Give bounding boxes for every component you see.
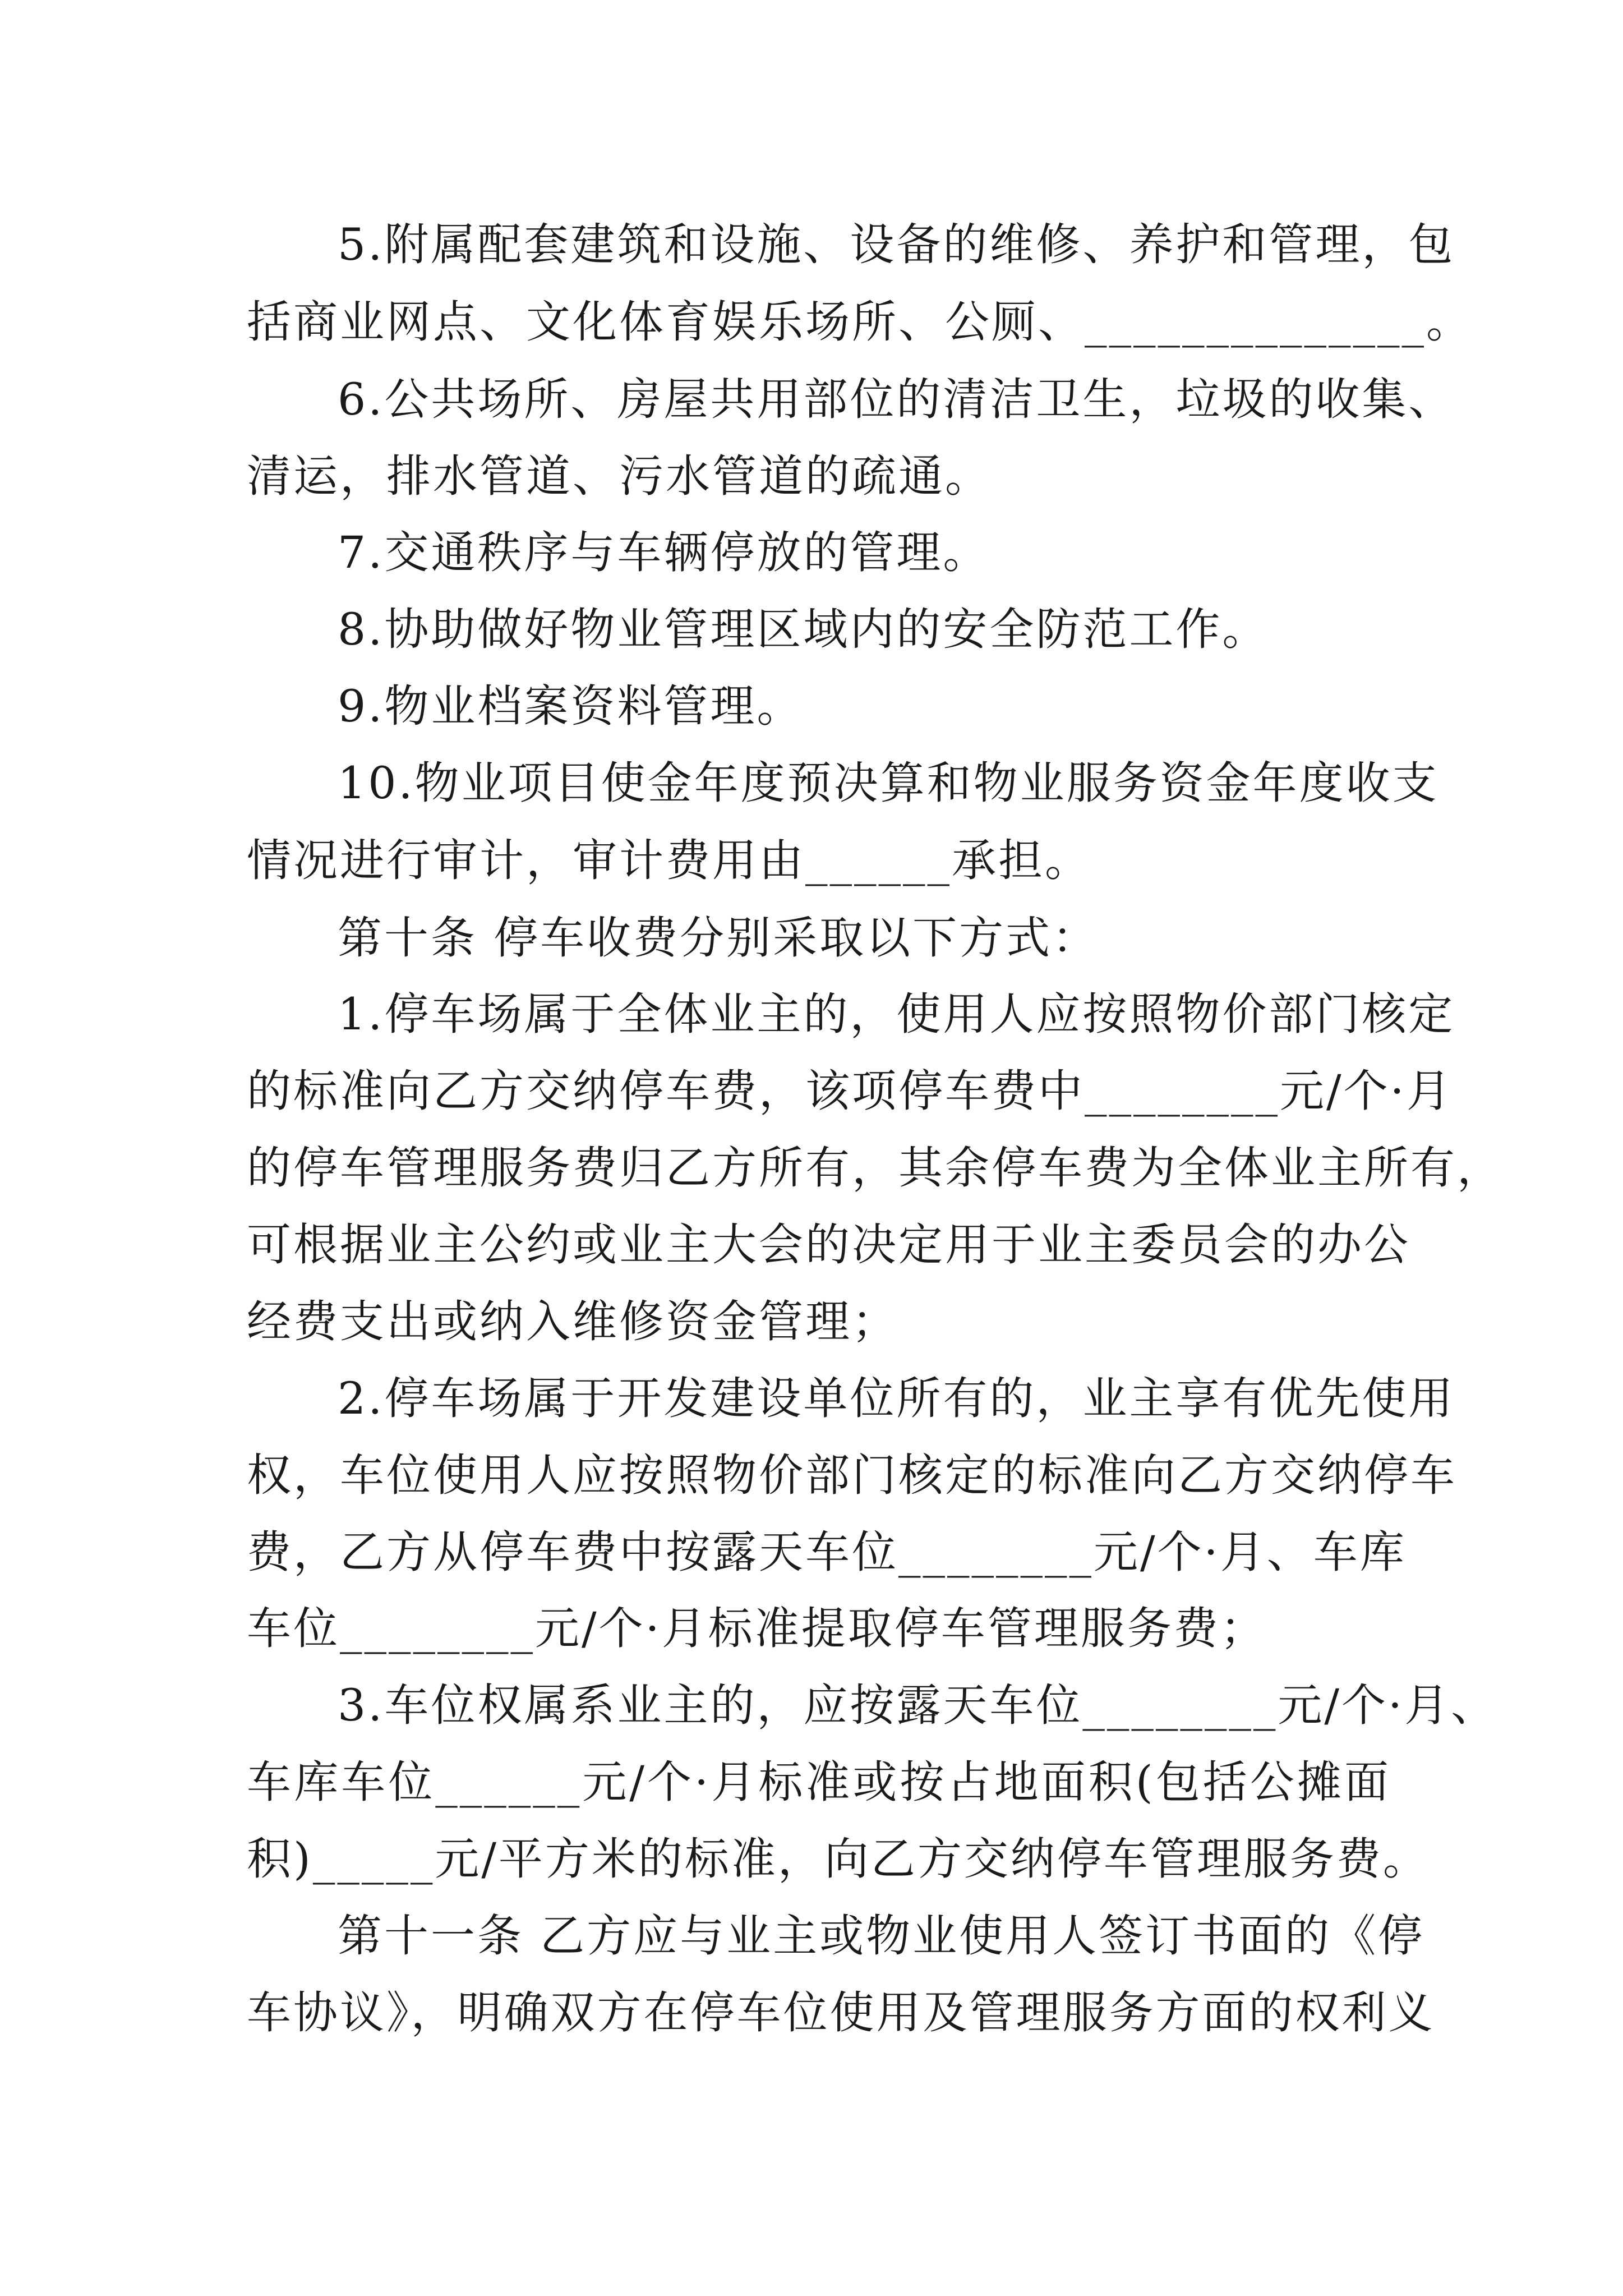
text-line: 情况进行审计，审计费用由______承担。 — [247, 835, 1091, 886]
text-line: 5.附属配套建筑和设施、设备的维修、养护和管理，包 — [338, 219, 1455, 270]
text-line: 车库车位______元/个·月标准或按占地面积(包括公摊面 — [247, 1756, 1391, 1808]
text-line: 6.公共场所、房屋共用部位的清洁卫生，垃圾的收集、 — [338, 374, 1455, 425]
text-line: 经费支出或纳入维修资金管理； — [247, 1296, 898, 1347]
text-line: 3.车位权属系业主的，应按露天车位________元/个·月、 — [338, 1680, 1498, 1731]
text-line: 1.停车场属于全体业主的，使用人应按照物价部门核定 — [338, 988, 1455, 1040]
text-line: 7.交通秩序与车辆停放的管理。 — [338, 527, 990, 578]
text-line: 可根据业主公约或业主大会的决定用于业主委员会的办公 — [247, 1219, 1410, 1271]
text-line: 8.协助做好物业管理区域内的安全防范工作。 — [338, 604, 1269, 655]
text-line: 车位________元/个·月标准提取停车管理服务费； — [247, 1603, 1267, 1654]
text-line: 括商业网点、文化体育娱乐场所、公厕、______________。 — [247, 296, 1473, 348]
text-line: 积)_____元/平方米的标准，向乙方交纳停车管理服务费。 — [247, 1833, 1430, 1885]
text-line: 第十一条 乙方应与业主或物业使用人签订书面的《停 — [338, 1910, 1425, 1962]
text-line: 的停车管理服务费归乙方所有，其余停车费为全体业主所有， — [247, 1142, 1504, 1194]
text-line: 第十条 停车收费分别采取以下方式： — [338, 912, 1099, 964]
text-line: 权，车位使用人应按照物价部门核定的标准向乙方交纳停车 — [247, 1450, 1457, 1501]
text-line: 车协议》，明确双方在停车位使用及管理服务方面的权利义 — [247, 1987, 1435, 2039]
text-line: 费，乙方从停车费中按露天车位________元/个·月、车库 — [247, 1526, 1407, 1578]
text-line: 清运，排水管道、污水管道的疏通。 — [247, 450, 992, 502]
text-line: 的标准向乙方交纳停车费，该项停车费中________元/个·月 — [247, 1065, 1453, 1117]
text-line: 9.物业档案资料管理。 — [338, 680, 804, 732]
text-line: 10.物业项目使金年度预决算和物业服务资金年度收支 — [338, 757, 1439, 809]
text-line: 2.停车场属于开发建设单位所有的，业主享有优先使用 — [338, 1373, 1455, 1424]
